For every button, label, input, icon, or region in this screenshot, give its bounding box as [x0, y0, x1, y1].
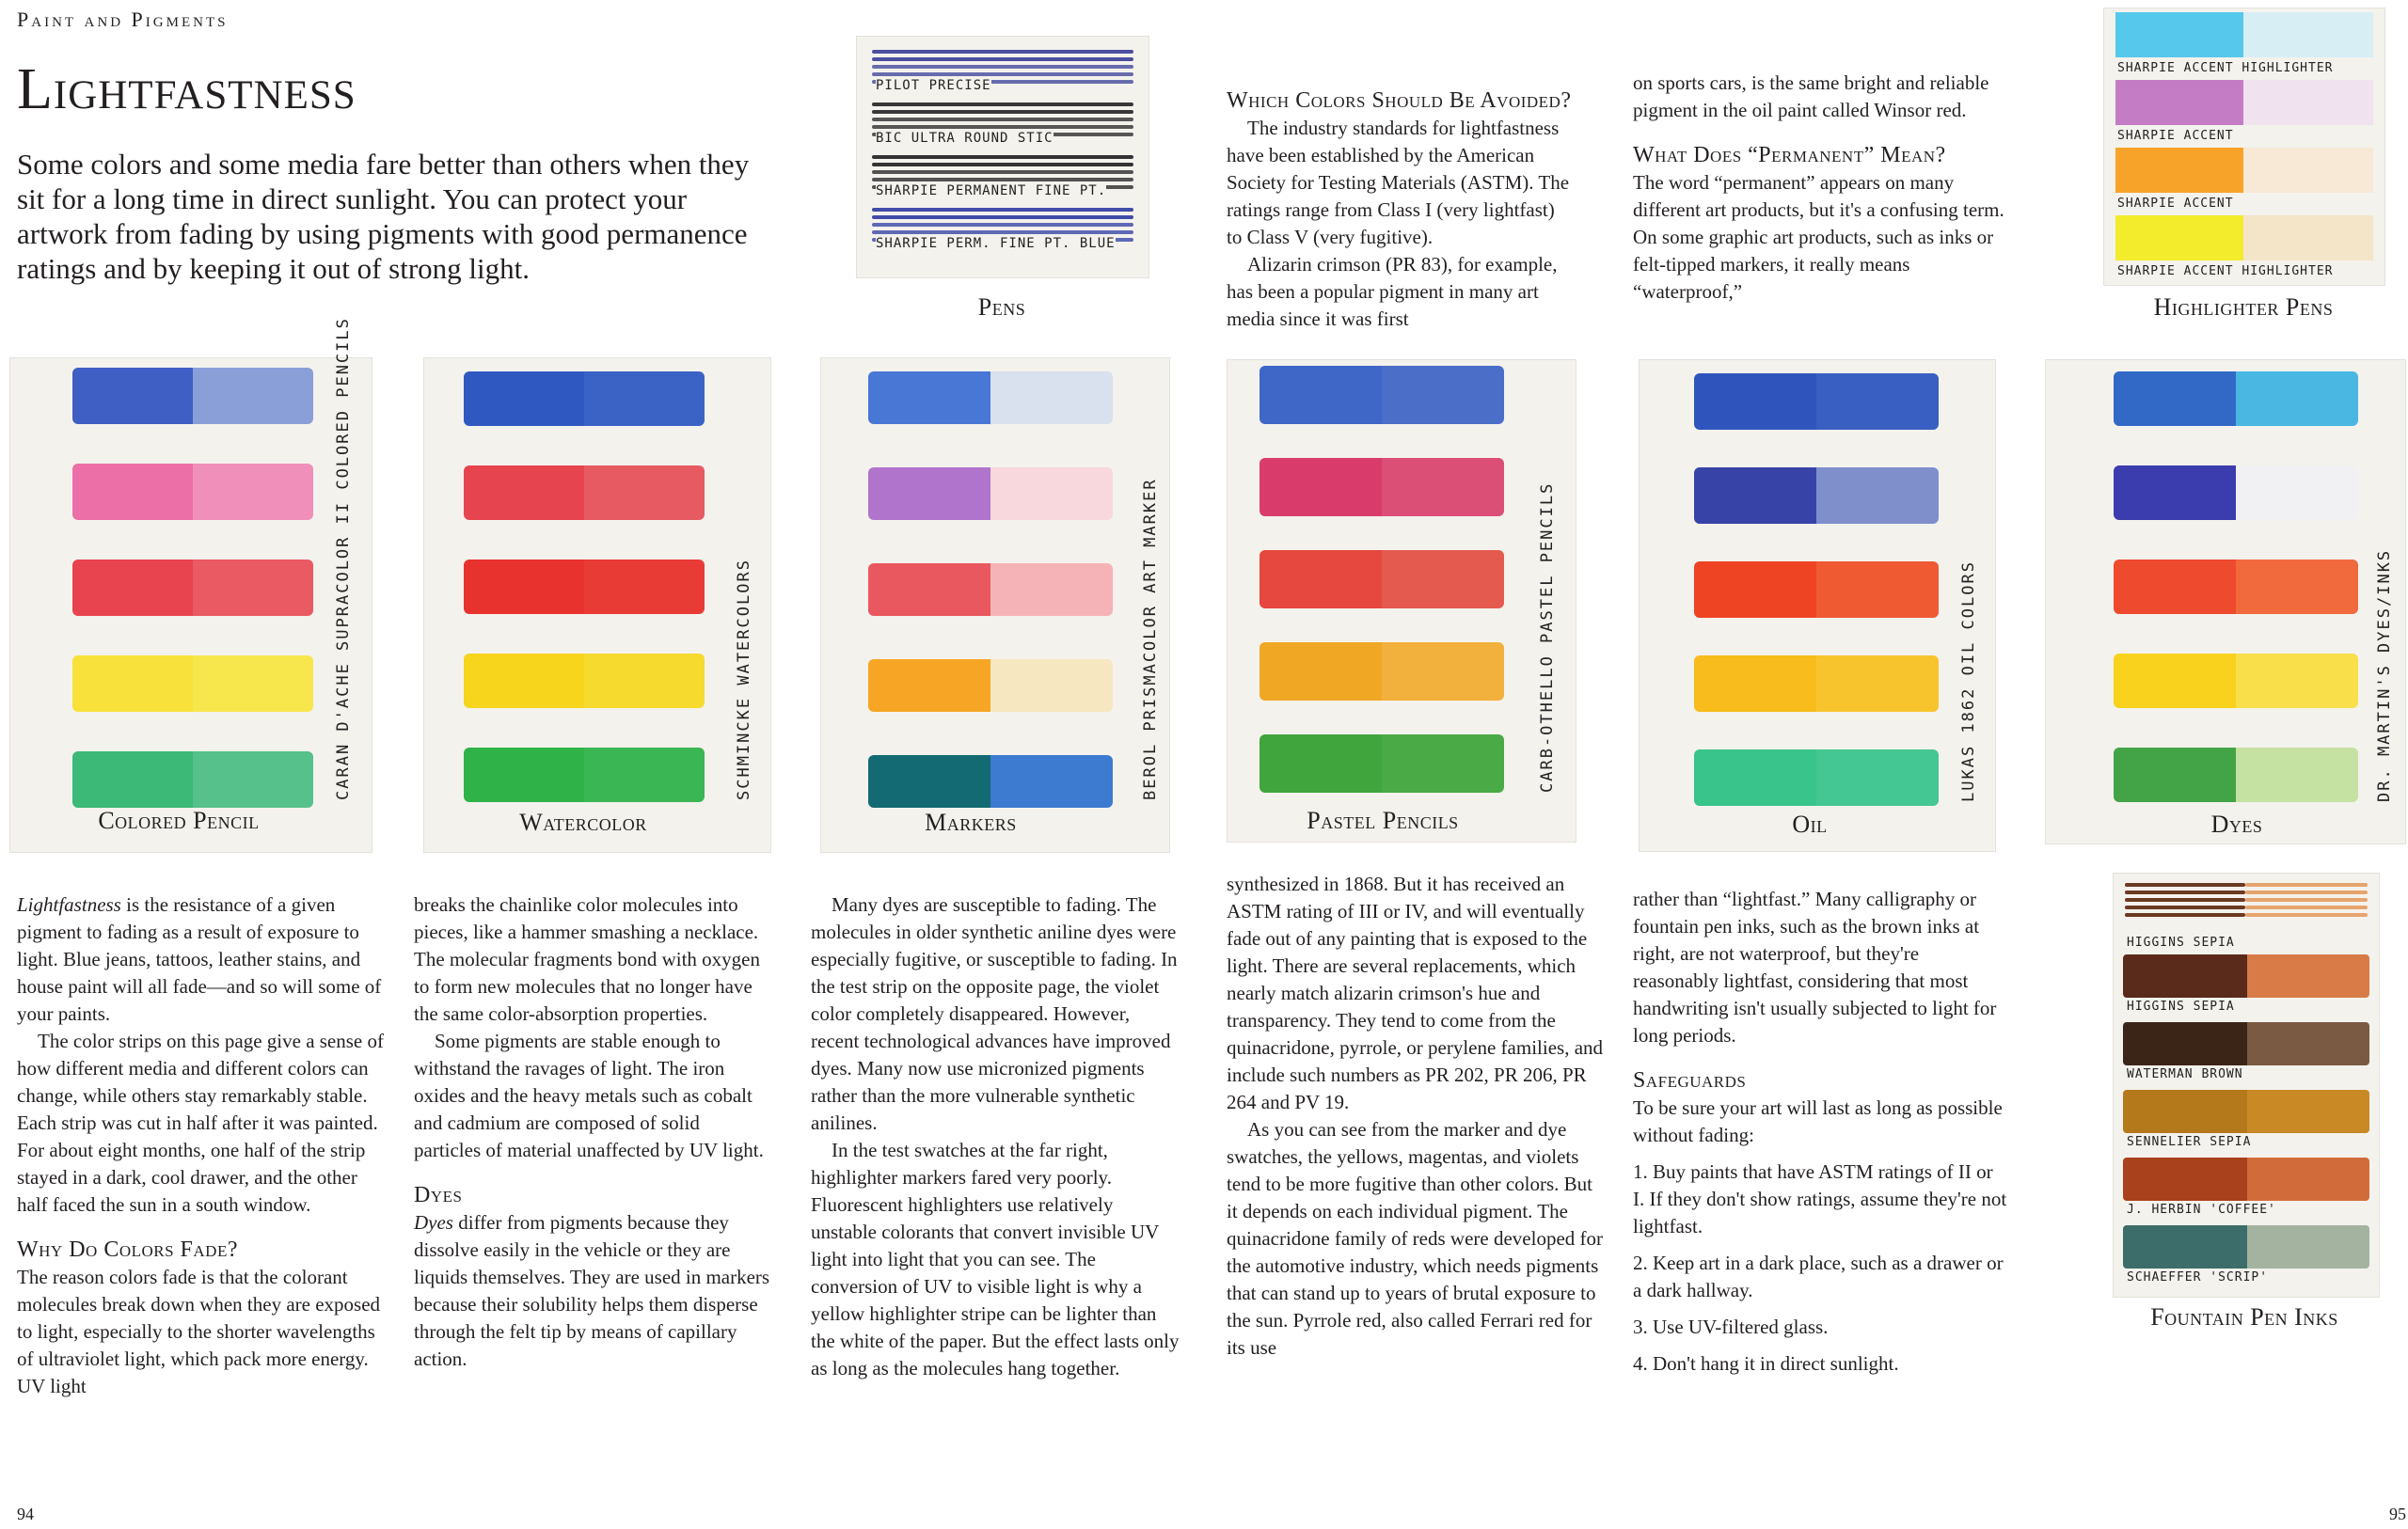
- text-column-top-4: [1227, 70, 1575, 333]
- swatch-right-half: [584, 371, 705, 426]
- swatch-right-half: [2243, 12, 2373, 57]
- swatch-right-half: [990, 467, 1113, 520]
- section-heading: Dyes: [414, 1183, 463, 1207]
- swatch-right-half: [2247, 1022, 2369, 1065]
- ink-label: WATERMAN BROWN: [2127, 1067, 2243, 1081]
- swatch-right-half: [2236, 371, 2358, 426]
- swatch-left-half: [2114, 465, 2236, 520]
- paragraph: on sports cars, is the same bright and reliable pigment in the oil paint called Winsor red.: [1633, 71, 1989, 121]
- ink-line: [2245, 898, 2368, 902]
- ink-line: [2245, 906, 2368, 909]
- ink-line: [872, 50, 1133, 54]
- pen-label: SHARPIE PERMANENT FINE PT.: [876, 183, 1107, 198]
- ink-line: [872, 102, 1133, 106]
- swatch-left-half: [868, 467, 990, 520]
- fountain-pen-caption: Fountain Pen Inks: [2150, 1303, 2338, 1331]
- ink-line: [2125, 891, 2245, 894]
- swatch-right-half: [990, 563, 1113, 616]
- colored-pencil-swatch-panel: [9, 317, 372, 853]
- dyes-caption: Dyes: [2210, 811, 2263, 838]
- swatch-right-half: [1816, 561, 1939, 618]
- folio-right: 95: [2389, 1505, 2406, 1523]
- swatch-right-half: [193, 751, 313, 808]
- swatch-right-half: [1382, 734, 1504, 793]
- swatch-left-half: [868, 371, 990, 424]
- swatch-left-half: [72, 655, 193, 712]
- swatch-left-half: [2114, 654, 2236, 708]
- ink-label: SENNELIER SEPIA: [2127, 1135, 2252, 1149]
- swatch-left-half: [2114, 371, 2236, 426]
- swatch-right-half: [2247, 954, 2369, 998]
- list-item: 3. Use UV-filtered glass.: [1633, 1316, 1829, 1338]
- panel-vertical-label: CARAN D'ACHE SUPRACOLOR II COLORED PENCILS: [334, 317, 353, 800]
- ink-line: [2245, 883, 2368, 887]
- swatch-right-half: [1816, 467, 1939, 524]
- watercolor-caption: Watercolor: [519, 809, 647, 836]
- lead-term: Lightfastness: [17, 893, 121, 916]
- swatch-right-half: [2243, 148, 2373, 193]
- swatch-right-half: [584, 654, 705, 708]
- list-item: 4. Don't hang it in direct sunlight.: [1633, 1352, 1899, 1375]
- panel-vertical-label: CARB-OTHELLO PASTEL PENCILS: [1538, 481, 1557, 793]
- markers-caption: Markers: [925, 809, 1017, 836]
- panel-vertical-label: LUKAS 1862 OIL COLORS: [1959, 560, 1978, 802]
- paragraph: The industry standards for lightfastness have been established by the American Society for Testing Materials (ASTM). The ratings range from Class I (very lightfast) to Class V (very fugitive).: [1227, 117, 1570, 248]
- swatch-right-half: [193, 655, 313, 712]
- swatch-left-half: [2123, 1225, 2247, 1269]
- swatch-right-half: [990, 371, 1113, 424]
- ink-line: [2245, 891, 2368, 894]
- swatch-left-half: [2115, 148, 2243, 193]
- oil-caption: Oil: [1792, 811, 1828, 838]
- swatch-left-half: [464, 560, 584, 614]
- swatch-right-half: [1816, 655, 1939, 712]
- swatch-right-half: [1816, 373, 1939, 430]
- paragraph: As you can see from the marker and dye swatches, the yellows, magentas, and violets tend to be more fugitive than other colors. But it depends on each individual pigment. The quinacridone family of reds were developed for the automotive industry, which needs pigments that can stand up to years of brutal exposure to the sun. Pyrrole red, also called Ferrari red for its use: [1227, 1118, 1604, 1359]
- swatch-left-half: [464, 748, 584, 802]
- swatch-right-half: [193, 560, 313, 616]
- swatch-left-half: [2115, 80, 2243, 125]
- swatch-left-half: [1694, 467, 1816, 524]
- swatch-left-half: [1259, 366, 1382, 424]
- ink-line: [872, 125, 1133, 129]
- dyes-swatch-panel: [2045, 359, 2406, 844]
- swatch-right-half: [1382, 642, 1504, 701]
- pen-label: SHARPIE PERM. FINE PT. BLUE: [876, 236, 1116, 251]
- ink-line: [872, 230, 1133, 234]
- running-head: Paint and Pigments: [17, 8, 229, 31]
- ink-label: HIGGINS SEPIA: [2127, 936, 2235, 950]
- swatch-left-half: [2123, 1022, 2247, 1065]
- ink-line: [872, 110, 1133, 114]
- oil-swatch-panel: [1639, 359, 1996, 852]
- swatch-left-half: [464, 371, 584, 426]
- section-heading: Which Colors Should Be Avoided?: [1227, 88, 1572, 113]
- ink-line: [2125, 898, 2245, 902]
- paragraph: Some pigments are stable enough to withstand the ravages of light. The iron oxides and the heavy metals such as cobalt and cadmium are composed of solid particles of material unaffected by UV light.: [414, 1030, 764, 1161]
- section-heading: What Does “Permanent” Mean?: [1633, 143, 1946, 167]
- swatch-right-half: [193, 464, 313, 520]
- paragraph: rather than “lightfast.” Many calligraphy or fountain pen inks, such as the brown inks at right, are not waterproof, but they're reasonably lightfast, considering that most handwriting isn't usually subjected to light for long periods.: [1633, 888, 1997, 1047]
- swatch-left-half: [1694, 655, 1816, 712]
- ink-line: [872, 208, 1133, 212]
- pen-label: BIC ULTRA ROUND STIC: [876, 131, 1054, 146]
- watercolor-swatch-panel: [423, 357, 771, 853]
- swatch-right-half: [584, 560, 705, 614]
- paragraph: [17, 891, 386, 1028]
- swatch-left-half: [868, 659, 990, 712]
- pens-swatch-panel: [856, 36, 1149, 278]
- ink-line: [872, 178, 1133, 181]
- panel-vertical-label: SCHMINCKE WATERCOLORS: [735, 559, 753, 800]
- text-column-top-5: [1633, 70, 2009, 306]
- pastel-pencils-caption: Pastel Pencils: [1307, 807, 1459, 834]
- paragraph: The reason colors fade is that the colorant molecules break down when they are exposed to light, especially to the shorter wavelengths of ultraviolet light, which pack more energy. UV light: [17, 1266, 381, 1397]
- swatch-left-half: [464, 465, 584, 520]
- paragraph: [414, 1209, 771, 1373]
- swatch-left-half: [72, 368, 193, 424]
- ink-line: [872, 170, 1133, 174]
- swatch-right-half: [584, 748, 705, 802]
- swatch-right-half: [2243, 80, 2373, 125]
- highlighter-label: SHARPIE ACCENT HIGHLIGHTER: [2117, 61, 2334, 75]
- swatch-right-half: [2247, 1158, 2369, 1201]
- paragraph: The color strips on this page give a sense of how different media and different colors can change, while others stay remarkably stable. Each strip was cut in half after it was painted. For about eight months, one half of the strip stayed in a dark, cool drawer, and the other half faced the sun in a south window.: [17, 1030, 384, 1216]
- swatch-right-half: [2236, 748, 2358, 802]
- ink-line: [872, 223, 1133, 227]
- ink-line: [872, 155, 1133, 159]
- ink-line: [872, 163, 1133, 166]
- page-title: Lightfastness: [17, 57, 356, 121]
- ink-label: HIGGINS SEPIA: [2127, 1000, 2235, 1014]
- swatch-left-half: [72, 464, 193, 520]
- highlighter-label: SHARPIE ACCENT: [2117, 129, 2234, 143]
- pastel-pencils-swatch-panel: [1227, 359, 1576, 843]
- swatch-right-half: [1816, 749, 1939, 806]
- highlighter-swatch-panel: [2103, 8, 2385, 286]
- folio-left: 94: [17, 1505, 34, 1523]
- section-heading: Why Do Colors Fade?: [17, 1237, 238, 1262]
- ink-label: SCHAEFFER 'SCRIP': [2127, 1270, 2269, 1285]
- paragraph: Many dyes are susceptible to fading. The molecules in older synthetic aniline dyes were especially fugitive, or susceptible to fading. In the test strip on the opposite page, the violet color completely disappeared. However, recent technological advances have improved dyes. Many now use micronized pigments rather than the more vulnerable synthetic anilines.: [811, 893, 1178, 1134]
- panel-vertical-label: DR. MARTIN'S DYES/INKS: [2375, 548, 2394, 802]
- paragraph: Alizarin crimson (PR 83), for example, has been a popular pigment in many art media since it was first: [1227, 253, 1558, 330]
- markers-swatch-panel: [820, 357, 1170, 853]
- swatch-right-half: [1382, 458, 1504, 516]
- highlighter-label: SHARPIE ACCENT: [2117, 197, 2234, 211]
- ink-line: [872, 72, 1133, 76]
- panel-vertical-label: BEROL PRISMACOLOR ART MARKER: [1141, 478, 1160, 800]
- highlighter-label: SHARPIE ACCENT HIGHLIGHTER: [2117, 264, 2334, 278]
- swatch-right-half: [1382, 550, 1504, 608]
- swatch-left-half: [2123, 1090, 2247, 1133]
- ink-line: [2125, 883, 2245, 887]
- paragraph: In the test swatches at the far right, highlighter markers fared very poorly. Fluorescent highlighters use relatively unstable colorants that convert invisible UV light into light that you can see. The conversion of UV to visible light is why a yellow highlighter stripe can be lighter than the white of the paper. But the effect lasts only as long as the molecules hang together.: [811, 1139, 1180, 1379]
- swatch-left-half: [1694, 561, 1816, 618]
- paragraph: synthesized in 1868. But it has received an ASTM rating of III or IV, and will eventually fade out of any painting that is exposed to the light. There are several replacements, which nearly match alizarin crimson's hue and transparency. They tend to come from the quinacridone, pyrrole, or perylene families, and include such numbers as PR 202, PR 206, PR 264 and PV 19.: [1227, 873, 1604, 1113]
- swatch-left-half: [2114, 560, 2236, 614]
- fountain-pen-swatch-panel: [2113, 873, 2380, 1298]
- swatch-right-half: [2247, 1225, 2369, 1269]
- paragraph: The word “permanent” appears on many different art products, but it's a confusing term. On some graphic art products, such as inks or felt-tipped markers, it really means “waterproof,”: [1633, 171, 2004, 303]
- pen-label: PILOT PRECISE: [876, 78, 991, 93]
- swatch-left-half: [1259, 734, 1382, 793]
- ink-line: [2125, 906, 2245, 909]
- swatch-right-half: [2243, 215, 2373, 260]
- swatch-right-half: [990, 755, 1113, 808]
- swatch-left-half: [2123, 954, 2247, 998]
- swatch-left-half: [72, 751, 193, 808]
- text-column-3: [811, 891, 1180, 1382]
- ink-line: [872, 215, 1133, 219]
- text-column-5: [1633, 886, 2009, 1378]
- swatch-right-half: [193, 368, 313, 424]
- ink-line: [872, 65, 1133, 69]
- swatch-left-half: [72, 560, 193, 616]
- intro-paragraph: Some colors and some media fare better than others when they sit for a long time in direct sunlight. You can protect your artwork from fading by using pigments with good permanence ratings and by keeping it out of strong light.: [17, 148, 750, 285]
- swatch-left-half: [1259, 642, 1382, 701]
- paragraph: breaks the chainlike color molecules into pieces, like a hammer smashing a necklace. The molecular fragments bond with oxygen to form new molecules that no longer have the same color-absorption properties.: [414, 893, 760, 1025]
- section-heading: Safeguards: [1633, 1068, 1747, 1093]
- ink-line: [872, 57, 1133, 61]
- swatch-left-half: [1259, 458, 1382, 516]
- ink-line: [2245, 913, 2368, 917]
- swatch-left-half: [2114, 748, 2236, 802]
- swatch-left-half: [464, 654, 584, 708]
- pens-caption: Pens: [977, 293, 1026, 321]
- swatch-right-half: [584, 465, 705, 520]
- paragraph-text: is the resistance of a given pigment to fading as a result of exposure to light. Blue jeans, tattoos, leather stains, and house paint will all fade—and so will some of your paints.: [17, 893, 382, 1025]
- ink-line: [2125, 913, 2245, 917]
- list-item: 2. Keep art in a dark place, such as a drawer or a dark hallway.: [1633, 1252, 2004, 1301]
- swatch-left-half: [2123, 1158, 2247, 1201]
- swatch-right-half: [2247, 1090, 2369, 1133]
- swatch-left-half: [2115, 215, 2243, 260]
- text-column-4: [1227, 871, 1603, 1362]
- swatch-right-half: [1382, 366, 1504, 424]
- swatch-left-half: [868, 755, 990, 808]
- text-column-1: [17, 891, 386, 1400]
- ink-label: J. HERBIN 'COFFEE': [2127, 1203, 2276, 1217]
- swatch-left-half: [2115, 12, 2243, 57]
- ink-line: [872, 118, 1133, 121]
- swatch-left-half: [1259, 550, 1382, 608]
- swatch-left-half: [1694, 373, 1816, 430]
- paragraph: To be sure your art will last as long as possible without fading:: [1633, 1096, 2003, 1146]
- swatch-right-half: [2236, 560, 2358, 614]
- colored-pencil-caption: Colored Pencil: [98, 807, 260, 834]
- swatch-left-half: [868, 563, 990, 616]
- swatch-right-half: [2236, 654, 2358, 708]
- lead-term: Dyes: [414, 1211, 453, 1234]
- paragraph-text: differ from pigments because they dissolve easily in the vehicle or they are liquids themselves. They are used in markers because their solubility helps them disperse through the felt tip by means of capillary action.: [414, 1211, 770, 1370]
- swatch-right-half: [2236, 465, 2358, 520]
- text-column-2: [414, 891, 771, 1373]
- list-item: 1. Buy paints that have ASTM ratings of II or I. If they don't show ratings, assume they're not lightfast.: [1633, 1160, 2007, 1237]
- swatch-right-half: [990, 659, 1113, 712]
- swatch-left-half: [1694, 749, 1816, 806]
- highlighter-caption: Highlighter Pens: [2153, 293, 2334, 321]
